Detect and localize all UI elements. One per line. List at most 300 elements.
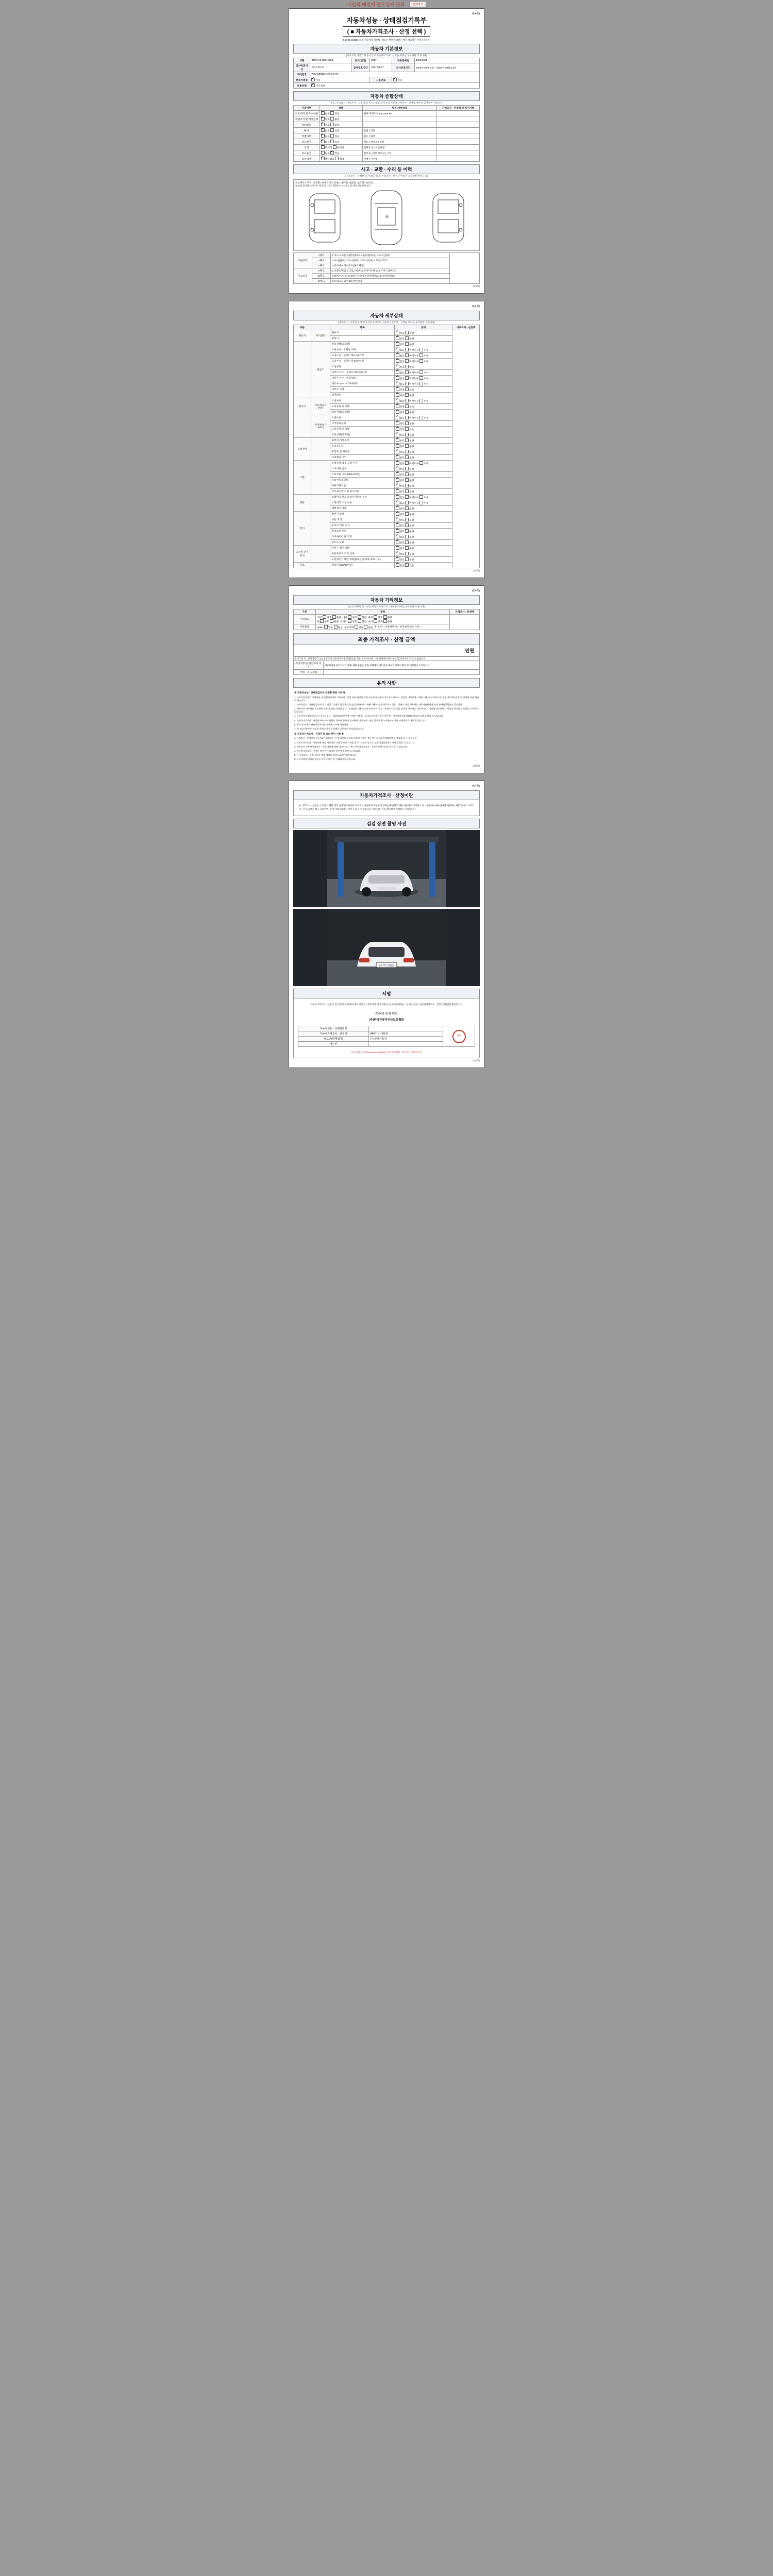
overall-name-1: 주행거리 및 계기상태 bbox=[294, 116, 320, 122]
opt-checkbox[interactable] bbox=[405, 331, 409, 334]
opt-label: 누수 bbox=[424, 377, 429, 380]
other-price-cell bbox=[450, 614, 480, 630]
opt-checkbox[interactable] bbox=[396, 467, 399, 470]
opt-label: 미세누수 bbox=[409, 377, 419, 380]
opt-label: 불량 bbox=[409, 485, 414, 488]
opt-checkbox[interactable] bbox=[334, 625, 338, 629]
overall-opts-7: 없음 ✔ 있음 bbox=[320, 150, 362, 156]
section-other-title: 자동차 기타정보 bbox=[293, 595, 480, 605]
detail-item-label: 고전원전기배선 상태(접속단자,피복,보호기구) bbox=[330, 556, 394, 562]
basic-label3-0: 최초등록일 bbox=[392, 58, 414, 63]
opt-checkbox[interactable] bbox=[419, 382, 423, 385]
seal-cell bbox=[443, 1026, 475, 1047]
opt-checkbox[interactable] bbox=[405, 450, 409, 453]
opt-checkbox[interactable] bbox=[419, 359, 423, 363]
detail-group-label: 동력전달 bbox=[294, 437, 311, 460]
opt-label: 불량 bbox=[409, 541, 414, 545]
opt-checkbox[interactable] bbox=[396, 399, 399, 402]
opt-checkbox[interactable] bbox=[321, 134, 325, 138]
opt-checkbox[interactable] bbox=[396, 506, 399, 510]
detail-item-label: 스티어링 펌프 bbox=[330, 466, 394, 471]
opt-checkbox[interactable] bbox=[405, 365, 409, 368]
sign-value-0[interactable] bbox=[369, 1026, 443, 1031]
opt-checkbox[interactable] bbox=[405, 552, 409, 555]
company-seal-icon: 직인 bbox=[452, 1030, 466, 1043]
opt-checkbox[interactable] bbox=[405, 478, 409, 482]
opt-label: 없음 bbox=[399, 377, 406, 380]
detail-group-label: 원동기 bbox=[294, 330, 311, 341]
caution-item: 3. 매수인은 자동차를 인도받은 날부터 30일 이내에 성능 · 상태점검 내용과 실제 자동차의 성능 · 상태가 다른 것을 발견한 경우에는 자동차성능 · 상태점검자에게 그 사실을 통보하고 보상을 요구할 수 있습니다. bbox=[294, 707, 479, 714]
opt-label: 없음 bbox=[399, 360, 406, 363]
table-row bbox=[294, 150, 480, 156]
opt-checkbox[interactable] bbox=[405, 404, 409, 408]
sign-label-3: 매수인 bbox=[298, 1042, 369, 1047]
table-row bbox=[294, 252, 480, 258]
detail-item-label: 라디에이터 팬 모터 bbox=[330, 534, 394, 539]
detail-item-label: 냉각수 누수 - 워터펌프 bbox=[330, 375, 394, 381]
photo-front-illustration bbox=[327, 830, 446, 907]
opt-checkbox[interactable] bbox=[396, 410, 399, 414]
table-row bbox=[294, 511, 480, 517]
opt-label: 양호 bbox=[399, 343, 406, 346]
opt-checkbox[interactable] bbox=[396, 353, 399, 357]
opt-checkbox[interactable] bbox=[321, 157, 325, 160]
opt-label: 없음 bbox=[399, 400, 406, 403]
opt-checkbox[interactable] bbox=[396, 331, 399, 334]
detail-group-label: 고전원 전기장치 bbox=[294, 545, 311, 562]
signature-box bbox=[293, 998, 480, 1059]
opt-checkbox[interactable] bbox=[396, 450, 399, 453]
detail-item-options bbox=[394, 556, 452, 562]
opt-checkbox[interactable] bbox=[396, 455, 399, 459]
overall-head-1: 상태 bbox=[320, 106, 362, 111]
detail-subgroup-label bbox=[311, 562, 330, 568]
page-4-label: (4/4쪽) bbox=[472, 785, 480, 788]
opt-checkbox[interactable] bbox=[405, 348, 409, 351]
opt-checkbox[interactable] bbox=[405, 518, 409, 521]
opt-checkbox[interactable] bbox=[396, 387, 399, 391]
opt-label: 양호 bbox=[399, 332, 406, 335]
basic-value2-0: 2017 bbox=[369, 58, 392, 63]
opt-checkbox[interactable] bbox=[396, 427, 399, 431]
opt-checkbox[interactable] bbox=[330, 619, 333, 623]
opt-checkbox[interactable] bbox=[324, 625, 328, 629]
opt-checkbox[interactable] bbox=[323, 615, 326, 619]
opt-label: 미세누수 bbox=[409, 383, 419, 386]
opt-checkbox[interactable] bbox=[405, 336, 409, 340]
basic-value-0: BMW X3 xDrive20d bbox=[310, 58, 351, 63]
detail-item-label: 시동 모터 bbox=[330, 517, 394, 522]
opt-checkbox[interactable] bbox=[405, 433, 409, 436]
opt-checkbox[interactable] bbox=[419, 399, 423, 402]
opt-checkbox[interactable] bbox=[405, 506, 409, 510]
opt-checkbox[interactable] bbox=[396, 376, 399, 380]
opt-checkbox[interactable] bbox=[374, 615, 377, 619]
opt-checkbox[interactable] bbox=[405, 512, 409, 516]
overall-head-2: 항목/세부내역 bbox=[362, 106, 436, 111]
opt-label: 누수 bbox=[424, 371, 429, 375]
opt-checkbox[interactable] bbox=[321, 123, 325, 126]
opt-checkbox[interactable] bbox=[396, 438, 399, 442]
opt-checkbox[interactable] bbox=[396, 546, 399, 550]
table-row bbox=[294, 670, 480, 675]
basic-value-5 bbox=[310, 83, 480, 89]
detail-item-options bbox=[394, 449, 452, 454]
table-row bbox=[294, 614, 480, 624]
opt-label: 양호 bbox=[399, 536, 406, 539]
opt-checkbox[interactable] bbox=[396, 404, 399, 408]
detail-price-cell bbox=[452, 330, 480, 568]
opt-checkbox[interactable] bbox=[321, 111, 325, 115]
detail-item-label: 파워크랭크암 bbox=[330, 483, 394, 488]
opt-label: 불량 bbox=[409, 547, 414, 550]
opt-checkbox[interactable] bbox=[396, 563, 399, 567]
opt-checkbox[interactable] bbox=[321, 151, 325, 155]
opt-checkbox[interactable] bbox=[330, 111, 334, 115]
opt-checkbox[interactable] bbox=[405, 557, 409, 561]
detail-subgroup-label bbox=[311, 494, 330, 511]
section-accident-note: (기록조사 · 산정한 동시안의 자동차가격조사 · 산정을 위하신 공차량한 작성니다) bbox=[345, 175, 428, 178]
opt-label: 양호 bbox=[399, 439, 406, 443]
basic-label-4: 사용연료 bbox=[369, 77, 392, 83]
opt-checkbox[interactable] bbox=[405, 353, 409, 357]
detail-subgroup-label bbox=[311, 545, 330, 562]
overall-detail-2 bbox=[362, 122, 436, 128]
opt-checkbox[interactable] bbox=[396, 495, 399, 499]
opt-label: 없음 bbox=[399, 354, 406, 358]
opt-checkbox[interactable] bbox=[383, 619, 387, 623]
opt-checkbox[interactable] bbox=[405, 359, 409, 363]
opt-checkbox[interactable] bbox=[405, 495, 409, 499]
opt-checkbox[interactable] bbox=[330, 117, 334, 121]
opt-label: 없음 bbox=[399, 371, 406, 375]
opt-checkbox[interactable] bbox=[396, 393, 399, 397]
car-side-left-icon bbox=[304, 190, 345, 246]
opt-checkbox[interactable] bbox=[396, 557, 399, 561]
opt-checkbox[interactable] bbox=[330, 134, 334, 138]
opt-checkbox[interactable] bbox=[383, 615, 387, 619]
section-overall-note: (주요, 주요옵션, 기록조사 · 산정의 및 폭기사항을 동시안의 자동차가격조사 · 산정을 위하신 공차량한 작성니다) bbox=[329, 101, 444, 105]
basic-value-4 bbox=[392, 77, 480, 83]
opt-checkbox[interactable] bbox=[396, 523, 399, 527]
opt-checkbox[interactable] bbox=[405, 438, 409, 442]
opt-label: 부족 bbox=[409, 428, 414, 431]
overall-head-3: 가격조사 · 산정액 및 특기사항 bbox=[436, 106, 479, 111]
opt-checkbox[interactable] bbox=[396, 489, 399, 493]
opt-label: 양호 bbox=[399, 456, 406, 460]
photo-section-title: 검검 장면 촬영 사진 bbox=[293, 819, 480, 828]
overall-detail-4: 침수 | 화재 bbox=[362, 133, 436, 139]
detail-item-options bbox=[394, 522, 452, 528]
opt-label: 있음 bbox=[409, 564, 414, 567]
opt-checkbox[interactable] bbox=[396, 433, 399, 436]
opt-checkbox[interactable] bbox=[348, 615, 351, 619]
page-1-footer-label: (1/4쪽) bbox=[473, 284, 480, 287]
opt-checkbox[interactable] bbox=[358, 615, 361, 619]
opt-label: 없음 bbox=[399, 564, 406, 567]
opt-checkbox[interactable] bbox=[405, 467, 409, 470]
table-row bbox=[294, 156, 480, 162]
opt-checkbox[interactable] bbox=[419, 370, 423, 374]
detail-item-options bbox=[394, 403, 452, 409]
fuel-diesel-checkbox[interactable] bbox=[393, 78, 397, 81]
opt-checkbox[interactable] bbox=[405, 455, 409, 459]
caution-item: 2. 자동차가격조사 · 산정액은 해당 자동차의 거래 당시의 가격을 조사 · 산정한 것으로 실제 거래금액과는 차이가 있을 수 있습니다. bbox=[294, 741, 415, 744]
warranty-self-checkbox[interactable] bbox=[311, 83, 315, 87]
transmission-auto-checkbox[interactable] bbox=[311, 78, 315, 81]
opt-checkbox[interactable] bbox=[321, 117, 325, 121]
detail-group-label bbox=[294, 415, 311, 437]
caution-item: 1. 자동차등록증의 기재내용, 상태점검자에서 기록조사 · 산정 부분 점검에 대한 자동차의 상태와 자동차가격조사 · 산정을 기록부에 기재된 내용이 실제와 다를 경우 자동차관리법 및 민법에 따라 책임이 있습니다. bbox=[294, 696, 479, 702]
detail-item-label: 오일유량 bbox=[330, 364, 394, 369]
panel-group-outer: 외판부위 bbox=[294, 252, 312, 268]
detail-item-label: 오일누유 bbox=[330, 398, 394, 403]
overall-opts-6: ✔ 무채색 유채색 bbox=[320, 145, 362, 150]
opt-checkbox[interactable] bbox=[396, 421, 399, 425]
detail-head-3: 가격조사 · 산정액 bbox=[452, 325, 480, 330]
opt-checkbox[interactable] bbox=[330, 140, 334, 143]
price-note-3: 해당차량에 롤리그처리 항목/ 해당 볼륨은 점검-상태에서 매도인과 매수인 쌍방이 확인 후 거래하시기 바랍니다. bbox=[323, 661, 479, 670]
detail-subgroup-label bbox=[311, 460, 330, 494]
opt-checkbox[interactable] bbox=[405, 376, 409, 380]
doc-number-line: 제 15-01-134192 호 ※ 자동차의 객관적 · 성능은 행위의 범위는 해당 제공하는 서비스 입니다. bbox=[342, 38, 431, 41]
opt-checkbox[interactable] bbox=[348, 619, 351, 623]
detail-item-options bbox=[394, 375, 452, 381]
opt-label: 없음 bbox=[399, 349, 406, 352]
overall-detail-1 bbox=[362, 116, 436, 122]
opt-label: 미세누유 bbox=[409, 354, 419, 358]
overall-name-2: 차대번호 bbox=[294, 122, 320, 128]
table-row bbox=[294, 656, 480, 660]
detail-item-label: 브레이크 오일 누유 bbox=[330, 500, 394, 505]
opt-label: 적정 bbox=[399, 388, 406, 392]
license-plate-text: 56 머 2055 bbox=[379, 964, 394, 968]
opt-checkbox[interactable] bbox=[405, 563, 409, 567]
detail-item-options bbox=[394, 454, 452, 460]
table-row bbox=[294, 545, 480, 551]
opt-checkbox[interactable] bbox=[396, 382, 399, 385]
sign-value-2[interactable]: (주)알파자동차 bbox=[369, 1037, 443, 1042]
detail-item-options bbox=[394, 466, 452, 471]
table-row bbox=[294, 460, 480, 466]
overall-detail-5: 렌트 | 영업용 | 관용 bbox=[362, 139, 436, 145]
opt-checkbox[interactable] bbox=[396, 529, 399, 533]
basic-item-label: практ bbox=[317, 626, 324, 629]
basic-label-1: 검사유효기간 bbox=[294, 63, 310, 72]
opt-checkbox[interactable] bbox=[374, 619, 377, 623]
caution-heading-1: ※ 자동차성능 · 상태점검자의 부정확 판단 시한 방 bbox=[294, 691, 346, 694]
opt-label: 누유 bbox=[424, 502, 429, 505]
detail-subgroup-label: 자동변속기(A/T) bbox=[311, 398, 330, 415]
opt-checkbox[interactable] bbox=[419, 416, 423, 419]
opt-label: 양호 bbox=[399, 485, 406, 488]
page-2-footer-label: (2/4쪽) bbox=[473, 569, 480, 572]
overall-detail-7: 선루프 | 네비게이션 | 기타 bbox=[362, 150, 436, 156]
opt-checkbox[interactable] bbox=[321, 140, 325, 143]
section-accident-title: 사고 · 교환 · 수리 등 이력 bbox=[293, 164, 480, 174]
opt-checkbox[interactable] bbox=[419, 353, 423, 357]
opt-label: 미세누수 bbox=[409, 371, 419, 375]
opt-label: 불량 bbox=[409, 445, 414, 448]
opt-checkbox[interactable] bbox=[320, 619, 324, 623]
opt-checkbox[interactable] bbox=[405, 416, 409, 419]
opt-label: 누유 bbox=[424, 417, 429, 420]
sign-value-1[interactable]: WKITI산 대표관 bbox=[369, 1031, 443, 1037]
inspection-photo-front bbox=[293, 830, 480, 907]
opt-checkbox[interactable] bbox=[330, 151, 334, 155]
opt-label: 불량 bbox=[409, 479, 414, 482]
panel-rank-2: 3랭크 bbox=[312, 263, 331, 268]
opt-checkbox[interactable] bbox=[333, 145, 337, 149]
opt-checkbox[interactable] bbox=[396, 518, 399, 521]
detail-item-options bbox=[394, 420, 452, 426]
opt-checkbox[interactable] bbox=[405, 444, 409, 448]
opt-checkbox[interactable] bbox=[405, 410, 409, 414]
opt-checkbox[interactable] bbox=[405, 387, 409, 391]
opt-checkbox[interactable] bbox=[405, 489, 409, 493]
footer-link-text[interactable]: ※ 자기간 자동차(www.car365.go.kr) 자동차 상태를 조회 및 안내하여 보기 bbox=[351, 1051, 422, 1054]
detail-item-label: 작동상태(공회전) bbox=[330, 341, 394, 347]
opt-checkbox[interactable] bbox=[405, 529, 409, 533]
opt-checkbox[interactable] bbox=[396, 512, 399, 516]
detail-item-options bbox=[394, 534, 452, 539]
detail-item-label: 윈도우 모터 bbox=[330, 539, 394, 545]
opt-checkbox[interactable] bbox=[332, 615, 336, 619]
opt-label: 양호 bbox=[399, 411, 406, 414]
opt-checkbox[interactable] bbox=[405, 342, 409, 346]
opt-label: 미세누유 bbox=[409, 502, 419, 505]
extra-items-line: ※ 공구 □ 사용설명서 □ 안전삼각대 □ 기타 □ bbox=[374, 626, 422, 629]
opt-checkbox[interactable] bbox=[419, 376, 423, 380]
opt-checkbox[interactable] bbox=[405, 501, 409, 504]
table-row bbox=[294, 122, 480, 128]
opt-checkbox[interactable] bbox=[405, 540, 409, 544]
detail-table-body bbox=[294, 330, 480, 568]
opt-checkbox[interactable] bbox=[364, 625, 367, 629]
opt-checkbox[interactable] bbox=[405, 472, 409, 476]
opt-checkbox[interactable] bbox=[396, 348, 399, 351]
detail-item-options bbox=[394, 517, 452, 522]
opt-label: 미세누유 bbox=[409, 417, 419, 420]
other-info-table bbox=[293, 609, 480, 630]
opt-label: 적정 bbox=[399, 405, 406, 409]
detail-item-label: 등속조인트 bbox=[330, 443, 394, 449]
opt-label: 양호 bbox=[399, 451, 406, 454]
detail-item-options bbox=[394, 545, 452, 551]
sign-label-1: 자동차가격조사 · 산정자 bbox=[298, 1031, 369, 1037]
table-row bbox=[294, 437, 480, 443]
opt-checkbox[interactable] bbox=[396, 444, 399, 448]
opt-checkbox[interactable] bbox=[396, 540, 399, 544]
panel-price-cell bbox=[450, 252, 480, 283]
opt-checkbox[interactable] bbox=[405, 461, 409, 465]
opt-label: 불량 bbox=[409, 553, 414, 556]
table-row bbox=[294, 494, 480, 500]
detail-item-label: 실내송풍 모터 bbox=[330, 528, 394, 534]
opt-checkbox[interactable] bbox=[396, 478, 399, 482]
opt-checkbox[interactable] bbox=[419, 495, 423, 499]
page-3-footer-label: (3/4쪽) bbox=[473, 765, 480, 768]
table-row bbox=[294, 111, 480, 116]
opt-checkbox[interactable] bbox=[358, 619, 361, 623]
panel-items-2: 9.라디에이터서포트(볼트체결) bbox=[331, 263, 450, 268]
opt-checkbox[interactable] bbox=[396, 416, 399, 419]
page-3 bbox=[289, 585, 484, 773]
opt-checkbox[interactable] bbox=[419, 461, 423, 465]
opt-label: 누수 bbox=[424, 383, 429, 386]
caution-item: 3. 매수인은 자동차가격조사 · 산정 내용에 대해 이의가 있는 경우 자동차가격조사 · 산정자에게 이의를 제기할 수 있습니다. bbox=[294, 745, 408, 748]
opt-checkbox[interactable] bbox=[335, 157, 339, 160]
opt-label: 불량 bbox=[409, 337, 414, 341]
price-note-4-value bbox=[323, 670, 479, 675]
opt-checkbox[interactable] bbox=[405, 523, 409, 527]
detail-item-options bbox=[394, 477, 452, 483]
detail-item-options bbox=[394, 415, 452, 420]
overall-val-4 bbox=[436, 133, 479, 139]
print-button[interactable]: 인쇄하기 bbox=[410, 1, 426, 7]
opt-checkbox[interactable] bbox=[405, 421, 409, 425]
opt-checkbox[interactable] bbox=[396, 461, 399, 465]
opt-checkbox[interactable] bbox=[405, 399, 409, 402]
opt-checkbox[interactable] bbox=[405, 370, 409, 374]
opt-checkbox[interactable] bbox=[396, 370, 399, 374]
overall-val-6 bbox=[436, 145, 479, 150]
fuel-diesel-label: 경유 bbox=[397, 79, 402, 82]
opt-label: 양호 bbox=[399, 541, 406, 545]
detail-item-label: 오일누유 - 실린더 헤드/가스켓 bbox=[330, 352, 394, 358]
opt-label: 불량 bbox=[409, 434, 414, 437]
panel-group-frame: 주요골격 bbox=[294, 268, 312, 283]
opt-checkbox[interactable] bbox=[405, 382, 409, 385]
opt-checkbox[interactable] bbox=[396, 535, 399, 538]
opt-checkbox[interactable] bbox=[396, 472, 399, 476]
photo-rear-illustration bbox=[327, 909, 446, 986]
opt-checkbox[interactable] bbox=[396, 501, 399, 504]
table-row bbox=[294, 661, 480, 670]
detail-group-label bbox=[294, 341, 311, 398]
opt-checkbox[interactable] bbox=[330, 123, 334, 126]
topbar-notice: 크인의 페먼에 안우입째 문의 bbox=[347, 2, 405, 7]
opt-checkbox[interactable] bbox=[321, 128, 325, 132]
opt-checkbox[interactable] bbox=[405, 484, 409, 487]
signature-date: 2024년 01월 16일 bbox=[375, 1012, 398, 1016]
opt-label: 불량 bbox=[409, 411, 414, 414]
caution-heading-2: ※ 자동차가격조사 · 산정자 및 유의 판단 시한 방 bbox=[294, 732, 344, 735]
opt-checkbox[interactable] bbox=[355, 625, 358, 629]
opt-checkbox[interactable] bbox=[419, 348, 423, 351]
opt-checkbox[interactable] bbox=[396, 365, 399, 368]
opt-checkbox[interactable] bbox=[396, 342, 399, 346]
opt-checkbox[interactable] bbox=[321, 145, 325, 149]
detail-item-label: 오일유량 및 상태 bbox=[330, 426, 394, 432]
opt-checkbox[interactable] bbox=[405, 546, 409, 550]
opt-checkbox[interactable] bbox=[396, 484, 399, 487]
opt-checkbox[interactable] bbox=[396, 359, 399, 363]
opt-checkbox[interactable] bbox=[396, 336, 399, 340]
opt-checkbox[interactable] bbox=[405, 427, 409, 431]
opt-checkbox[interactable] bbox=[405, 393, 409, 397]
opt-checkbox[interactable] bbox=[396, 552, 399, 555]
sign-value-3[interactable] bbox=[369, 1042, 443, 1047]
table-row bbox=[294, 139, 480, 145]
opt-checkbox[interactable] bbox=[419, 501, 423, 504]
opt-checkbox[interactable] bbox=[405, 535, 409, 538]
opt-checkbox[interactable] bbox=[330, 128, 334, 132]
detail-group-label: 조향 bbox=[294, 460, 311, 494]
detail-item-options bbox=[394, 392, 452, 398]
opt-label: 불량 bbox=[409, 439, 414, 443]
detail-item-options bbox=[394, 330, 452, 335]
